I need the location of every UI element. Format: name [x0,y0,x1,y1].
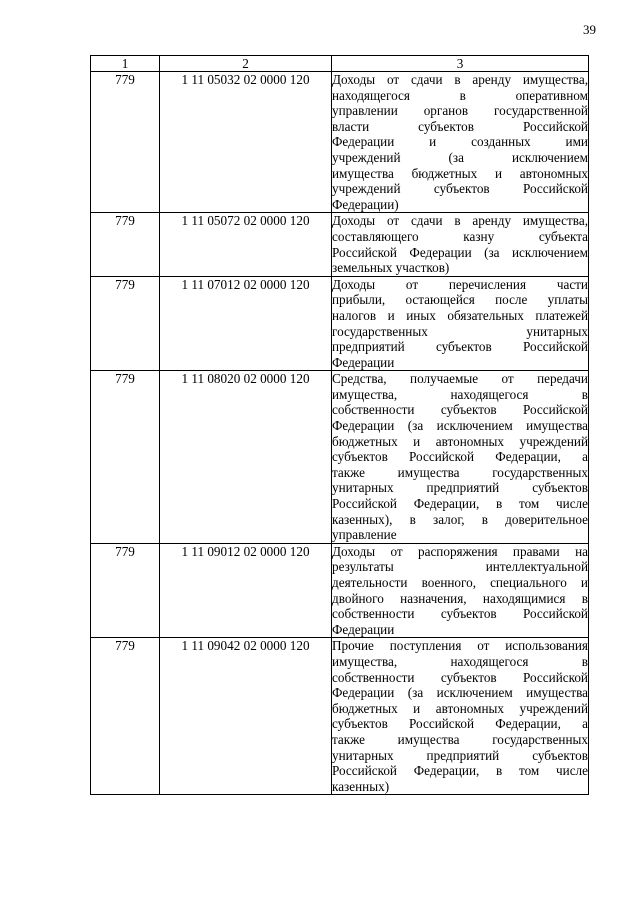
description-line: Федерации (за исключением имущества [332,418,588,434]
description-line: управлении органов государственной [332,103,588,119]
table-row [91,638,589,795]
table-row [91,213,589,276]
column-header-3: 3 [332,56,589,72]
admin-code-cell: 779 [91,543,160,638]
description-line: казенных) [332,778,390,794]
page-number: 39 [583,22,596,37]
revenue-code-cell: 1 11 08020 02 0000 120 [160,371,332,544]
revenue-description-cell [332,371,589,544]
description-line: бюджетных и автономных учреждений [332,433,588,449]
description-line: Федерации и созданных ими [332,134,588,150]
column-header-1: 1 [91,56,160,72]
table-header-row [91,56,589,72]
description-line: составляющего казну субъекта [332,228,588,244]
description-line: имущества, находящегося в [332,653,588,669]
revenue-description-cell [332,543,589,638]
revenue-code-cell: 1 11 05032 02 0000 120 [160,72,332,213]
description-line: Доходы от сдачи в аренду имущества, [332,72,588,87]
description-line: имущества, находящегося в [332,386,588,402]
table-body [91,72,589,795]
revenue-description-cell [332,72,589,213]
description-line: унитарных предприятий субъектов [332,747,588,763]
description-line: казенных), в залог, в доверительное [332,511,588,527]
revenue-code-cell: 1 11 09012 02 0000 120 [160,543,332,638]
description-line: государственных унитарных [332,323,588,339]
description-line: Российской Федерации, в том числе [332,763,588,779]
description-line: прибыли, остающейся после уплаты [332,292,588,308]
table-row [91,543,589,638]
description-line: налогов и иных обязательных платежей [332,307,588,323]
description-line: собственности субъектов Российской [332,402,588,418]
description-line: земельных участков) [332,260,450,276]
description-line: Российской Федерации (за исключением [332,244,588,260]
description-line: Федерации (за исключением имущества [332,685,588,701]
column-header-2: 2 [160,56,332,72]
table-row [91,371,589,544]
revenue-code-cell: 1 11 05072 02 0000 120 [160,213,332,276]
description-line: Прочие поступления от использования [332,638,588,654]
description-line: учреждений субъектов Российской [332,181,588,197]
revenue-classification-table [90,55,589,795]
description-line: бюджетных и автономных учреждений [332,700,588,716]
description-line: учреждений (за исключением [332,149,588,165]
description-line: также имущества государственных [332,731,588,747]
description-line: деятельности военного, специального и [332,575,588,590]
admin-code-cell: 779 [91,276,160,371]
description-line: Доходы от распоряжения правами на [332,543,588,559]
admin-code-cell: 779 [91,213,160,276]
revenue-code-cell: 1 11 09042 02 0000 120 [160,638,332,795]
description-line: Федерации [332,354,395,370]
revenue-code-cell: 1 11 07012 02 0000 120 [160,276,332,371]
revenue-description-cell [332,276,589,371]
revenue-description-cell [332,213,589,276]
admin-code-cell: 779 [91,371,160,544]
description-line: результаты интеллектуальной [332,559,588,575]
description-line: власти субъектов Российской [332,118,588,134]
description-line: Средства, получаемые от передачи [332,371,588,387]
description-line: унитарных предприятий субъектов [332,480,588,496]
description-line: двойного назначения, находящимися в [332,590,588,606]
description-line: Федерации) [332,196,399,212]
description-line: имущества бюджетных и автономных [332,165,588,181]
description-line: собственности субъектов Российской [332,606,588,622]
description-line: субъектов Российской Федерации, а [332,716,588,732]
description-line: субъектов Российской Федерации, а [332,449,588,465]
description-line: Федерации [332,621,395,637]
description-line: собственности субъектов Российской [332,669,588,685]
description-line: предприятий субъектов Российской [332,339,588,355]
table-row [91,276,589,371]
description-line: Доходы от сдачи в аренду имущества, [332,213,588,229]
admin-code-cell: 779 [91,72,160,213]
description-line: находящегося в оперативном [332,87,588,103]
description-line: также имущества государственных [332,464,588,480]
revenue-description-cell [332,638,589,795]
table-row [91,72,589,213]
description-line: Доходы от перечисления части [332,276,588,292]
description-line: Российской Федерации, в том числе [332,496,588,512]
admin-code-cell: 779 [91,638,160,795]
description-line: управление [332,527,397,543]
